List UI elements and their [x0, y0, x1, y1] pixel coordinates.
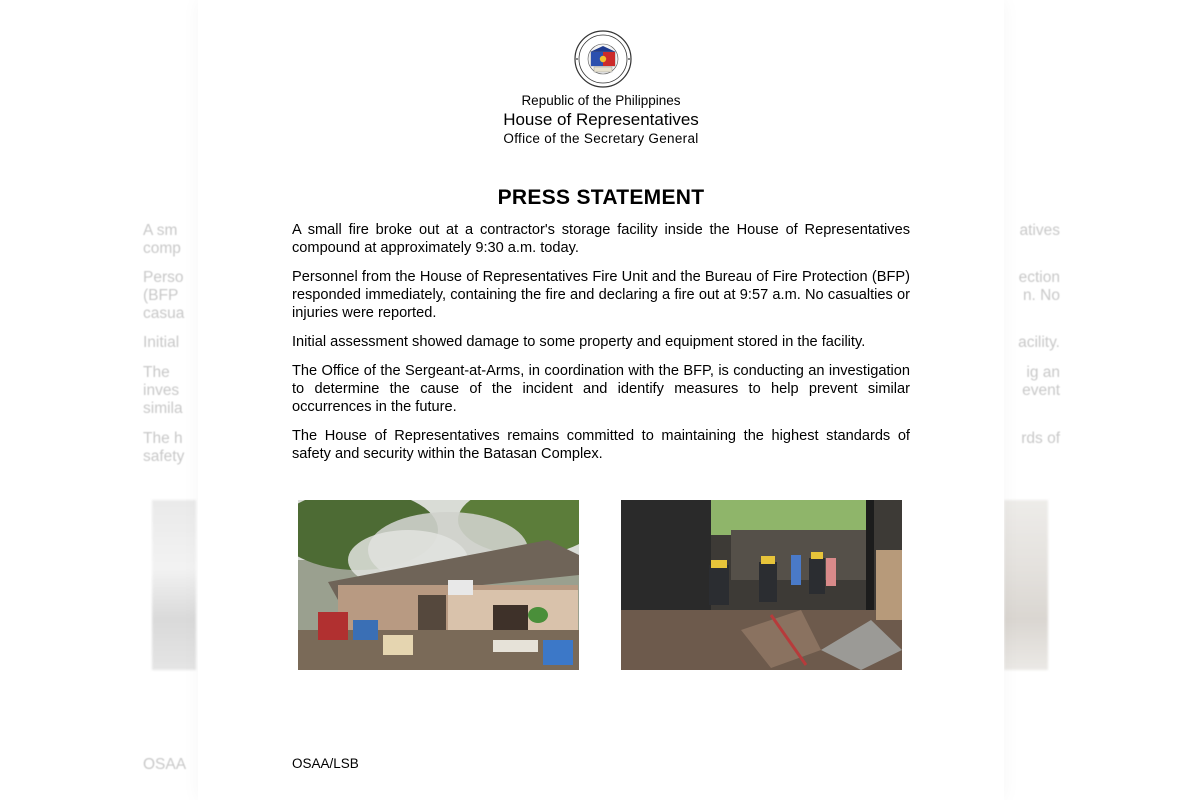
press-statement-page: [198, 0, 1004, 800]
ghost-strip-left: [0, 0, 200, 800]
header-house: House of Representatives: [503, 110, 699, 129]
header-republic: Republic of the Philippines: [521, 93, 681, 108]
ghost-text: rds of: [1021, 430, 1060, 447]
ghost-text: n. No: [1022, 287, 1060, 304]
ghost-text: The h: [143, 430, 183, 447]
ghost-text: atives: [1019, 222, 1060, 239]
ghost-text: ig an: [1026, 364, 1060, 381]
paragraph: A small fire broke out at a contractor's storage facility inside the House of Representatives compound at approximately 9:30 a.m. today.: [292, 222, 910, 256]
header-office: Office of the Secretary General: [503, 131, 699, 146]
ghost-text: comp: [143, 240, 181, 257]
ghost-text: casua: [143, 305, 185, 322]
ghost-text: Initial: [143, 334, 180, 351]
ghost-text: A sm: [143, 222, 178, 239]
house-seal-icon: [568, 30, 638, 88]
ghost-text: simila: [143, 400, 183, 417]
paragraph: Initial assessment showed damage to some property and equipment stored in the facility.: [292, 334, 866, 350]
ghost-photo: [152, 500, 196, 670]
ghost-text: OSAA: [143, 756, 187, 773]
ghost-text: safety: [143, 448, 185, 465]
photo-firefighters-interior: [621, 500, 902, 670]
paragraph: The Office of the Sergeant-at-Arms, in coordination with the BFP, is conducting an investigation to determine the cause of the incident and identify measures to help prevent similar occurrences in the future.: [292, 363, 910, 415]
paragraph: Personnel from the House of Representatives Fire Unit and the Bureau of Fire Protection (BFP) responded immediately, containing the fire and declaring a fire out at 9:57 a.m. No casualties or injuries were reported.: [292, 269, 910, 321]
ghost-text: The: [143, 364, 170, 381]
ghost-text: inves: [143, 382, 180, 399]
ghost-text: ection: [1018, 269, 1060, 286]
ghost-text: event: [1022, 382, 1060, 399]
document-reference-code: OSAA/LSB: [292, 756, 359, 771]
photo-fire-storage-building: [298, 500, 579, 670]
ghost-text: Perso: [143, 269, 184, 286]
statement-body: [292, 221, 910, 474]
ghost-text: acility.: [1018, 334, 1060, 351]
ghost-photo: [1004, 500, 1048, 670]
page-title: PRESS STATEMENT: [497, 186, 705, 209]
ghost-strip-right: [1000, 0, 1200, 800]
ghost-text: (BFP: [143, 287, 179, 304]
paragraph: The House of Representatives remains committed to maintaining the highest standards of safety and security within the Batasan Complex.: [292, 428, 910, 462]
